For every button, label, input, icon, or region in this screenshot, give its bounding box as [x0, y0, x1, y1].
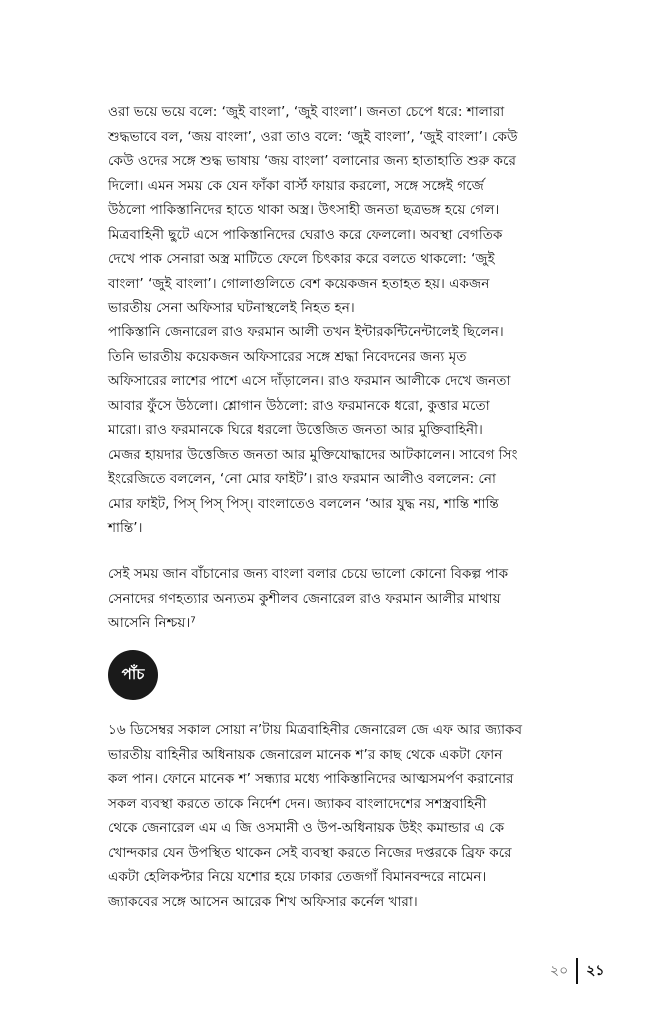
text-line: একটা হেলিকপ্টার নিয়ে যশোর হয়ে ঢাকার তেজগাঁ বিমানবন্দরে নামেন। [108, 869, 487, 885]
text-line: ভারতীয় বাহিনীর অধিনায়ক জেনারেল মানেক শ’র কাছ থেকে একটা ফোন [108, 746, 503, 763]
text-line: মিত্রবাহিনী ছুটে এসে পাকিস্তানিদের ঘেরাও করে ফেললো। অবস্থা বেগতিক [108, 226, 503, 243]
text-line: দিলো। এমন সময় কে যেন ফাঁকা বার্স্ট ফায়ার করলো, সঙ্গে সঙ্গেই গর্জে [108, 177, 484, 194]
page-number-divider [576, 958, 578, 984]
text-line: ওরা ভয়ে ভয়ে বলে: ‘জুই বাংলা’, ‘জুই বাংলা’। জনতা চেপে ধরে: শালারা [108, 104, 505, 120]
text-line: সেই সময় জান বাঁচানোর জন্য বাংলা বলার চেয়ে ভালো কোনো বিকল্প পাক [108, 566, 509, 582]
text-line: মারো। রাও ফরমানকে ঘিরে ধরলো উত্তেজিত জনতা আর মুক্তিবাহিনী। [108, 422, 483, 438]
text-line: মেজর হায়দার উত্তেজিত জনতা আর মুক্তিযোদ্ধাদের আটকালেন। সাবেগ সিং [108, 446, 518, 463]
text-line: সকল ব্যবস্থা করতে তাকে নির্দেশ দেন। জ্যাকব বাংলাদেশের সশস্ত্রবাহিনী [108, 795, 487, 812]
text-line: কেউ ওদের সঙ্গে শুদ্ধ ভাষায় ‘জয় বাংলা’ বলানোর জন্য হাতাহাতি শুরু করে [108, 153, 516, 169]
paragraph-4 [108, 718, 558, 914]
page-number-right: ২১ [586, 963, 605, 979]
section-badge-label: পাঁচ [121, 664, 145, 683]
text-line: উঠলো পাকিস্তানিদের হাতে থাকা অস্ত্র। উৎসাহী জনতা ছত্রভঙ্গ হয়ে গেল। [108, 202, 500, 218]
text-line: দেখে পাক সেনারা অস্ত্র মাটিতে ফেলে চিৎকার করে বলতে থাকলো: ‘জুই [108, 251, 495, 267]
text-line: আবার ফুঁসে উঠলো। শ্লোগান উঠলো: রাও ফরমানকে ধরো, কুত্তার মতো [108, 397, 490, 414]
text-line: খোন্দকার যেন উপস্থিত থাকেন সেই ব্যবস্থা করতে নিজের দপ্তরকে ব্রিফ করে [108, 844, 512, 861]
text-line: থেকে জেনারেল এম এ জি ওসমানী ও উপ-অধিনায়ক উইং কমান্ডার এ কে [108, 820, 505, 836]
text-line: আসেনি নিশ্চয়।⁷ [108, 615, 196, 631]
text-line: ১৬ ডিসেম্বর সকাল সোয়া ন’টায় মিত্রবাহিনীর জেনারেল জে এফ আর জ্যাকব [108, 722, 523, 738]
text-line: শান্তি’। [108, 520, 143, 536]
text-line: শুদ্ধভাবে বল, ‘জয় বাংলা’, ওরা তাও বলে: ‘জুই বাংলা’, ‘জুই বাংলা’। কেউ [108, 128, 518, 145]
text-line: সেনাদের গণহত্যার অন্যতম কুশীলব জেনারেল রাও ফরমান আলীর মাথায় [108, 590, 501, 607]
text-line: পাকিস্তানি জেনারেল রাও ফরমান আলী তখন ইন্টারকন্টিনেন্টালেই ছিলেন। [108, 324, 504, 340]
page-number-left: ২০ [550, 963, 569, 979]
section-badge [108, 650, 158, 700]
page-numbers [550, 958, 604, 984]
text-line: তিনি ভারতীয় কয়েকজন অফিসারের সঙ্গে শ্রদ্ধা নিবেদনের জন্য মৃত [108, 348, 467, 365]
text-line: ভারতীয় সেনা অফিসার ঘটনাস্থলেই নিহত হন। [108, 300, 355, 316]
text-line: অফিসারের লাশের পাশে এসে দাঁড়ালেন। রাও ফরমান আলীকে দেখে জনতা [108, 373, 511, 389]
paragraph-2 [108, 320, 558, 541]
paragraph-1 [108, 100, 558, 321]
text-line: ইংরেজিতে বললেন, ‘নো মোর ফাইট’। রাও ফরমান আলীও বললেন: নো [108, 471, 496, 487]
text-line: বাংলা’ ‘জুই বাংলা’। গোলাগুলিতে বেশ কয়েকজন হতাহত হয়। একজন [108, 275, 490, 292]
text-line: মোর ফাইট, পিস্ পিস্ পিস্। বাংলাতেও বললেন ‘আর যুদ্ধ নয়, শান্তি শান্তি [108, 495, 499, 512]
text-line: কল পান। ফোনে মানেক শ’ সন্ধ্যার মধ্যে পাকিস্তানিদের আত্মসমর্পণ করানোর [108, 771, 514, 787]
paragraph-3 [108, 562, 558, 636]
text-line: জ্যাকবের সঙ্গে আসেন আরেক শিখ অফিসার কর্নেল খারা। [108, 893, 418, 910]
